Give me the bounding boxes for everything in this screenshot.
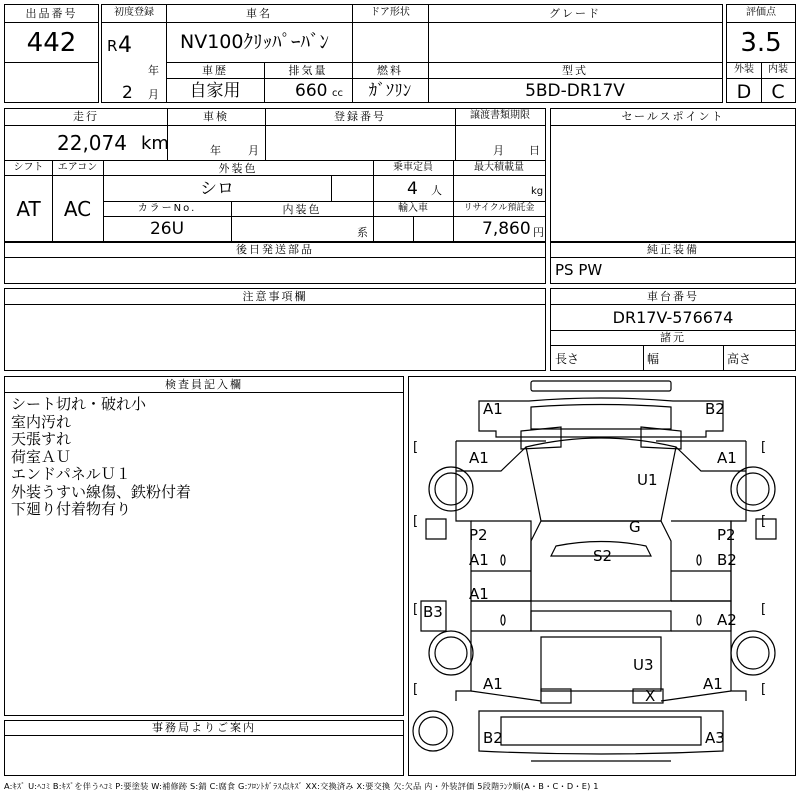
ext-color-value: シロ (200, 179, 234, 199)
handle-fr (697, 555, 701, 565)
inspector-note: エンドパネルＵ１ (11, 465, 131, 483)
mark-roof-g: G (629, 518, 641, 536)
mark-qtr-left: A1 (483, 675, 503, 693)
roof-bar-shape (531, 381, 671, 391)
door-label: ドア形状 (370, 7, 410, 18)
recycle-value: 7,860 (482, 219, 531, 239)
first-reg-month: 2 (122, 83, 133, 103)
bracket-mark: [ (761, 602, 767, 617)
inspector-note: シート切れ・破れ小 (11, 395, 147, 413)
history-value: 自家用 (189, 81, 241, 101)
spare-wheel-inner (419, 717, 447, 745)
first-reg-year: 4 (118, 33, 132, 58)
mirror-left-shape (426, 519, 446, 539)
inspection-year-unit: 年 (210, 144, 221, 157)
int-label: 内装 (768, 64, 788, 75)
bracket-mark: [ (761, 514, 767, 529)
sales-point-box (550, 108, 796, 242)
month-unit: 月 (148, 88, 159, 101)
ext-color-label: 外装色 (218, 162, 258, 175)
int-color-label: 内装色 (282, 203, 322, 216)
fender-lines (456, 447, 746, 471)
score-value: 3.5 (740, 28, 782, 58)
vehicle-info-grid (101, 4, 723, 103)
spec-width: 幅 (647, 352, 660, 366)
inspector-label: 検査員記入欄 (165, 378, 243, 391)
rear-window-shape (531, 611, 671, 631)
legend: A:ｷｽﾞ U:ﾍｺﾐ B:ｷｽﾞを伴うﾍｺﾐ P:要塗装 W:補修跡 S:錆 C:腐食 G:ﾌﾛﾝﾄｶﾞﾗｽ点ｷｽﾞ XX:交換済み X:要交換 欠:欠品 内・外装評価 5段階ﾗﾝｸ順(A・B・C・D・E) 1 (4, 781, 599, 791)
handle-rr (697, 615, 701, 625)
mark-door-fl-top: P2 (469, 526, 488, 544)
mileage-unit: km (141, 133, 169, 154)
max-load-unit: kg (531, 186, 544, 197)
lot-label: 出品番号 (25, 7, 78, 20)
recycle-unit: 円 (533, 226, 544, 239)
front-panel-shape (531, 405, 671, 430)
inspector-note: 荷室ＡＵ (11, 447, 72, 466)
mark-front-right: B2 (705, 400, 725, 418)
shift-label: シフト (13, 162, 44, 173)
wheel-fl-inner (435, 473, 467, 505)
handle-fl (501, 555, 505, 565)
int-score: C (771, 81, 785, 103)
reg-no-label: 登録番号 (334, 110, 386, 123)
mark-front-left: A1 (483, 400, 503, 418)
inspector-note: 下廻り付着物有り (11, 500, 132, 518)
color-no-value: 26U (149, 219, 185, 239)
options-value: PS PW (555, 261, 603, 279)
spec-length: 長さ (555, 352, 580, 366)
mark-door-rl: A1 (469, 585, 489, 603)
displacement-value: 660 (295, 81, 328, 101)
spec-height: 高さ (727, 352, 752, 366)
score-label: 評価点 (746, 7, 776, 18)
car-name-label: 車名 (246, 7, 272, 20)
mark-window-x: X (645, 687, 656, 705)
front-bumper-shape (479, 398, 723, 437)
mark-door-fl-bot: A1 (469, 551, 489, 569)
details-grid (4, 108, 546, 242)
specs-label: 諸元 (660, 331, 686, 344)
mark-door-fr-bot: B2 (717, 551, 737, 569)
wheel-rr-inner (737, 637, 769, 669)
transfer-month-unit: 月 (493, 144, 504, 157)
mark-qtr-right: A1 (703, 675, 723, 693)
year-unit: 年 (148, 64, 159, 77)
sales-point-label: セールスポイント (621, 110, 725, 123)
first-reg-label: 初度登録 (114, 7, 154, 18)
rear-panel-shape (501, 717, 701, 745)
bracket-mark: [ (413, 602, 419, 617)
bracket-mark: [ (413, 440, 419, 455)
mileage-label: 走行 (73, 110, 99, 123)
color-no-label: カラーNo. (137, 203, 197, 214)
capacity-unit: 人 (431, 184, 442, 197)
max-load-label: 最大積載量 (474, 162, 524, 173)
car-name: NV100ｸﾘｯﾊﾟｰﾊﾞﾝ (180, 31, 329, 53)
inspector-box (4, 376, 404, 716)
inspection-month-unit: 月 (248, 144, 259, 157)
grade-label: グレード (549, 7, 601, 20)
handle-rl (501, 615, 505, 625)
office-label: 事務局よりご案内 (152, 721, 256, 734)
lot-number: 442 (26, 28, 77, 58)
transfer-day-unit: 日 (529, 144, 540, 157)
capacity-value: 4 (407, 179, 418, 199)
office-box (4, 720, 404, 776)
mileage-value: 22,074 (57, 131, 127, 155)
bracket-mark: [ (413, 514, 419, 529)
chassis-box (550, 288, 796, 371)
displacement-unit: cc (332, 88, 343, 99)
mark-sill-left: B3 (423, 603, 443, 621)
wheel-rl-inner (435, 637, 467, 669)
history-label: 車歴 (202, 64, 228, 77)
capacity-label: 乗車定員 (393, 162, 433, 173)
options-box (550, 242, 796, 284)
transfer-docs-label: 譲渡書類期限 (470, 110, 530, 121)
inspection-label: 車検 (203, 110, 229, 123)
wiper-left-shape (521, 427, 561, 449)
bracket-mark: [ (761, 440, 767, 455)
options-label: 純正装備 (647, 243, 699, 256)
mark-hood: U1 (637, 471, 658, 489)
import-label: 輸入車 (398, 203, 428, 214)
notices-label: 注意事項欄 (242, 290, 308, 303)
chassis-label: 車台番号 (647, 290, 699, 303)
mark-rear-left: B2 (483, 729, 503, 747)
wheel-fr-inner (737, 473, 769, 505)
mark-roof-s: S2 (593, 547, 613, 565)
aircon-label: エアコン (57, 162, 98, 173)
inspector-note: 外装うすい線傷、鉄粉付着 (11, 482, 192, 501)
fuel-label: 燃料 (377, 64, 403, 77)
quarter-lines (471, 691, 731, 701)
recycle-label: リサイクル預託金 (463, 203, 535, 213)
model-label: 型式 (562, 64, 588, 77)
aircon-value: AC (63, 197, 92, 221)
later-parts-label: 後日発送部品 (236, 243, 314, 256)
fuel-value: ｶﾞｿﾘﾝ (368, 81, 412, 101)
damage-diagram (408, 376, 796, 776)
era: R (107, 37, 118, 55)
shift-value: AT (16, 197, 41, 221)
notices-box (4, 288, 546, 371)
ext-score: D (736, 81, 752, 103)
later-parts-box (4, 242, 546, 284)
inspector-note: 室内汚れ (11, 412, 72, 431)
lot-box (4, 4, 99, 103)
bracket-mark: [ (761, 682, 767, 697)
wiper-right-shape (641, 427, 681, 449)
inspector-notes (11, 396, 191, 519)
bracket-mark: [ (413, 682, 419, 697)
model-value: 5BD-DR17V (525, 81, 625, 101)
int-color-unit: 系 (357, 226, 368, 239)
mark-rear-right: A3 (705, 729, 725, 747)
chassis-value: DR17V-576674 (612, 308, 734, 327)
ext-label: 外装 (734, 64, 754, 75)
mark-fender-right: A1 (717, 449, 737, 467)
wheel-fl-shape (429, 467, 473, 511)
mark-door-fr-top: P2 (717, 526, 736, 544)
displacement-label: 排気量 (288, 64, 328, 77)
mark-fender-left: A1 (469, 449, 489, 467)
mark-door-rr: A2 (717, 611, 737, 629)
inspector-note: 天張すれ (11, 430, 72, 448)
score-box (726, 4, 796, 103)
mark-rear-roof: U3 (633, 656, 654, 674)
